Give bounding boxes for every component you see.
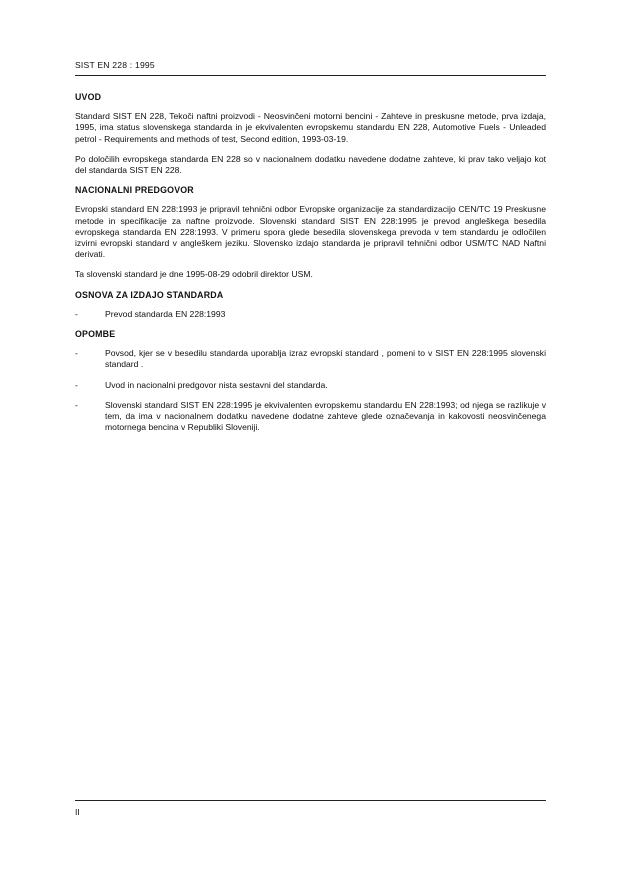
list-dash: -: [75, 348, 78, 359]
list-item: [75, 348, 546, 370]
page-content: [75, 92, 546, 442]
list-item-text: Slovenski standard SIST EN 228:1995 je ekvivalenten evropskemu standardu EN 228:1993; od njega se razlikuje v tem, da ima v nacionalnem dodatku navedene dodatne zahteve glede označevanja in kakovosti neosvinčenega motornega bencina v Republiki Sloveniji.: [105, 399, 546, 433]
list-item: [75, 309, 546, 320]
uvod-paragraph-2: Po določilih evropskega standarda EN 228 so v nacionalnem dodatku navedene dodatne zahteve, ki prav tako veljajo kot del standarda SIST EN 228.: [75, 153, 546, 176]
running-header: SIST EN 228 : 1995: [75, 60, 155, 70]
list-item: [75, 380, 546, 391]
opombe-heading: OPOMBE: [75, 329, 116, 340]
list-item-text: Uvod in nacionalni predgovor nista sestavni del standarda.: [105, 379, 328, 390]
predgovor-heading: NACIONALNI PREDGOVOR: [75, 185, 194, 196]
list-item-text: Povsod, kjer se v besedilu standarda uporablja izraz evropski standard , pomeni to v SIST EN 228:1995 slovenski standard .: [105, 348, 546, 370]
uvod-paragraph-1: Standard SIST EN 228, Tekoči naftni proizvodi - Neosvinčeni motorni bencini - Zahteve in preskusne metode, prva izdaja, 1995, ima status slovenskega standarda in je ekvivalenten evropskemu standardu EN 228, Automotive Fuels - Unleaded petrol - Requirements and methods of test, Second edition, 1993-03-19.: [75, 111, 546, 144]
uvod-heading: UVOD: [75, 92, 102, 102]
list-dash: -: [75, 379, 78, 390]
header-rule: [75, 75, 546, 76]
predgovor-paragraph-2: Ta slovenski standard je dne 1995-08-29 odobril direktor USM.: [75, 269, 313, 280]
list-dash: -: [75, 399, 78, 410]
list-item-text: Prevod standarda EN 228:1993: [105, 308, 226, 319]
osnova-heading: OSNOVA ZA IZDAJO STANDARDA: [75, 289, 224, 300]
list-item: [75, 400, 546, 434]
footer-rule: [75, 800, 546, 801]
predgovor-paragraph-1: Evropski standard EN 228:1993 je pripravil tehnični odbor Evropske organizacije za standardizacijo CEN/TC 19 Preskusne metode in specifikacije za naftne proizvode. Slovenski standard SIST EN 228:1995 je prevod angleškega besedila evropskega standarda EN 228:1993. V primeru spora glede besedila slovenskega prevoda v tem standardu je odločilen izvirni evropski standard v angleškem jeziku. Slovensko izdajo standarda je pripravil tehnični odbor USM/TC NAD Naftni derivati.: [75, 204, 546, 260]
list-dash: -: [75, 308, 78, 319]
page-number: II: [75, 807, 80, 817]
